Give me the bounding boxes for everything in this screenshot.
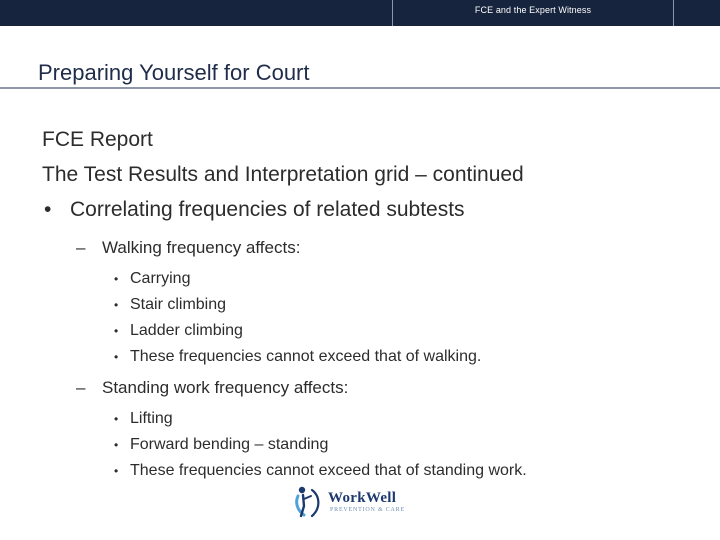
list-item-walking-note bbox=[42, 344, 702, 370]
bullet-marker: • bbox=[114, 272, 119, 286]
sub-bullet-text: Standing work frequency affects: bbox=[102, 378, 349, 397]
title-divider bbox=[0, 87, 720, 89]
list-item-text: These frequencies cannot exceed that of walking. bbox=[130, 348, 482, 365]
bullet-marker: • bbox=[114, 412, 119, 426]
header-title: FCE and the Expert Witness bbox=[474, 5, 592, 15]
list-item-standing-note bbox=[42, 458, 702, 484]
content-line-test-results: The Test Results and Interpretation grid – continued bbox=[42, 163, 524, 186]
list-item-ladder-climbing bbox=[42, 318, 702, 344]
bullet-correlating bbox=[42, 192, 702, 227]
dash-marker: – bbox=[76, 378, 86, 397]
workwell-figure-icon bbox=[292, 484, 326, 520]
list-item-text: Carrying bbox=[130, 270, 191, 287]
bullet-text: Correlating frequencies of related subtests bbox=[70, 198, 465, 221]
bullet-marker: • bbox=[114, 298, 119, 312]
slide-content bbox=[42, 122, 702, 484]
list-item-text: Ladder climbing bbox=[130, 322, 243, 339]
content-line-fce-report: FCE Report bbox=[42, 128, 153, 151]
sub-bullet-standing bbox=[42, 374, 702, 402]
list-item-text: These frequencies cannot exceed that of standing work. bbox=[130, 462, 527, 479]
sub-bullet-walking bbox=[42, 234, 702, 262]
logo-wordmark: WorkWell bbox=[328, 490, 397, 506]
slide-title: Preparing Yourself for Court bbox=[38, 60, 310, 85]
bullet-marker: • bbox=[114, 438, 119, 452]
sub-bullet-text: Walking frequency affects: bbox=[102, 238, 301, 257]
list-item-text: Forward bending – standing bbox=[130, 436, 329, 453]
header-segment-right bbox=[674, 0, 720, 26]
workwell-logo bbox=[292, 484, 422, 520]
list-item-text: Stair climbing bbox=[130, 296, 227, 313]
bullet-marker: • bbox=[44, 198, 52, 221]
list-item-text: Lifting bbox=[130, 410, 173, 427]
header-bar bbox=[0, 0, 720, 26]
list-item-lifting bbox=[42, 406, 702, 432]
list-item-forward-bending bbox=[42, 432, 702, 458]
dash-marker: – bbox=[76, 238, 86, 257]
bullet-marker: • bbox=[114, 350, 119, 364]
logo-subtitle: PREVENTION & CARE bbox=[330, 507, 405, 513]
header-segment-left bbox=[0, 0, 391, 26]
bullet-marker: • bbox=[114, 324, 119, 338]
bullet-marker: • bbox=[114, 464, 119, 478]
list-item-carrying bbox=[42, 266, 702, 292]
list-item-stair-climbing bbox=[42, 292, 702, 318]
